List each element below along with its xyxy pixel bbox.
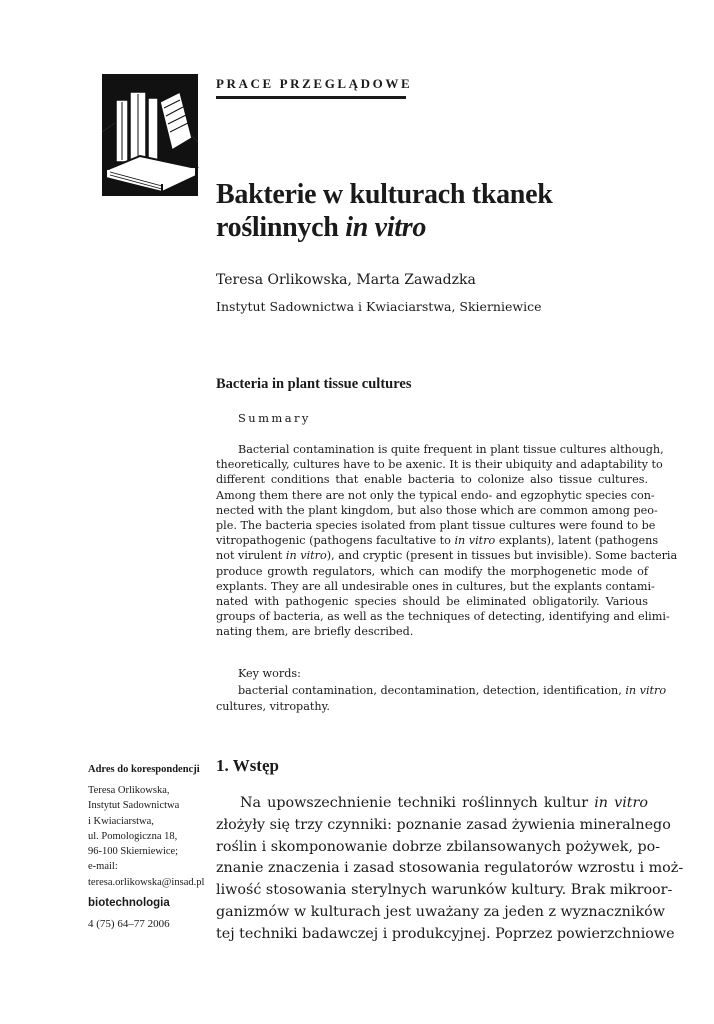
authors: Teresa Orlikowska, Marta Zawadzka xyxy=(216,272,476,288)
text-run: liwość stosowania sterylnych warunków kultury. Brak mikroor- xyxy=(216,882,673,899)
text-line xyxy=(216,624,648,639)
title-line-2-text: roślinnych xyxy=(216,212,339,243)
keywords-line-2: cultures, vitropathy. xyxy=(216,699,330,713)
english-title: Bacteria in plant tissue cultures xyxy=(216,376,412,392)
text-run: ganizmów w kulturach jest uważany za jeden z wyznaczników xyxy=(216,903,665,920)
journal-name: biotechnologia xyxy=(88,897,170,909)
books-icon xyxy=(100,72,200,198)
text-run: Among them there are not only the typical endo- and egzophytic species con- xyxy=(216,488,655,502)
text-line xyxy=(216,594,648,609)
keywords-label: Key words: xyxy=(238,667,301,680)
text-run: groups of bacteria, as well as the techniques of detecting, identifying and elimi- xyxy=(216,610,670,624)
journal-issue: 4 (75) 64–77 2006 xyxy=(88,918,170,930)
text-line xyxy=(216,457,663,472)
text-run: nected with the plant kingdom, but also those which are common among peo- xyxy=(216,503,658,517)
text-run: złożyły się trzy czynniki: poznanie zasad żywienia mineralnego xyxy=(216,816,671,833)
text-line xyxy=(216,442,664,457)
section-heading: 1. Wstęp xyxy=(216,756,279,775)
text-line xyxy=(216,518,656,533)
text-line xyxy=(216,579,655,594)
text-line xyxy=(216,924,675,946)
text-line xyxy=(216,815,671,837)
text-run: nated with pathogenic species should be eliminated obligatorily. Various xyxy=(216,595,648,609)
italic-run: in vitro xyxy=(285,549,327,563)
text-line xyxy=(216,472,648,487)
summary-label: Summary xyxy=(238,411,311,425)
text-run: nating them, are briefly described. xyxy=(216,625,414,639)
address-line: teresa.orlikowska@insad.pl xyxy=(88,876,205,888)
text-run: vitropathogenic (pathogens facultative to xyxy=(216,534,455,548)
title-italic: in vitro xyxy=(345,212,427,243)
abstract xyxy=(216,442,678,640)
title-line-2 xyxy=(216,211,666,244)
text-line xyxy=(216,488,655,503)
keywords-text: bacterial contamination, decontamination, detection, identification, xyxy=(238,684,626,697)
italic-run: in vitro xyxy=(594,795,648,811)
keywords-italic: in vitro xyxy=(625,684,667,697)
address-line: ul. Pomologiczna 18, xyxy=(88,830,178,842)
text-line xyxy=(216,564,648,579)
correspondence-address xyxy=(88,783,204,890)
keywords xyxy=(216,683,667,714)
text-line xyxy=(216,880,673,902)
section-label: PRACE PRZEGLĄDOWE xyxy=(216,76,413,91)
text-run: roślin i skomponowanie dobrze zbilansowanych pożywek, po- xyxy=(216,838,661,855)
text-line xyxy=(216,858,684,880)
text-run: theoretically, cultures have to be axenic. It is their ubiquity and adaptability to xyxy=(216,458,663,472)
text-line xyxy=(216,533,659,548)
text-run: tej techniki badawczej i produkcyjnej. Poprzez powierzchniowe xyxy=(216,925,675,942)
address-line: Teresa Orlikowska, xyxy=(88,785,170,796)
address-line: 96-100 Skierniewice; xyxy=(88,846,179,858)
title-line-1: Bakterie w kulturach tkanek xyxy=(216,179,553,210)
text-line xyxy=(216,503,658,518)
text-run: explants. They are all undesirable ones in cultures, but the explants contami- xyxy=(216,579,655,593)
text-line xyxy=(216,793,648,815)
text-run: ple. The bacteria species isolated from plant tissue cultures were found to be xyxy=(216,519,656,533)
address-line: Instytut Sadownictwa xyxy=(88,800,180,812)
section-rule xyxy=(216,96,406,99)
address-line: e-mail: xyxy=(88,861,118,873)
text-run: Bacterial contamination is quite frequent in plant tissue cultures although, xyxy=(238,443,664,456)
text-run: explants), latent (pathogens xyxy=(495,534,659,548)
text-line xyxy=(216,609,670,624)
text-line xyxy=(216,902,665,924)
text-run: not virulent xyxy=(216,549,286,563)
text-run: ), and cryptic (present in tissues but invisible). Some bacteria xyxy=(326,549,678,563)
italic-run: in vitro xyxy=(454,534,496,548)
text-run: Na upowszechnienie techniki roślinnych kultur xyxy=(240,795,595,811)
text-line xyxy=(216,548,678,563)
text-line xyxy=(216,837,661,859)
correspondence-title: Adres do korespondencji xyxy=(88,764,200,775)
text-run: znanie znaczenia i zasad stosowania regulatorów wzrostu i moż- xyxy=(216,860,684,877)
body-text xyxy=(216,793,684,946)
text-run: produce growth regulators, which can modify the morphogenetic mode of xyxy=(216,564,648,578)
text-run: different conditions that enable bacteria to colonize also tissue cultures. xyxy=(216,473,648,487)
keywords-line-1 xyxy=(216,683,667,699)
affiliation: Instytut Sadownictwa i Kwiaciarstwa, Skierniewice xyxy=(216,299,542,314)
address-line: i Kwiaciarstwa, xyxy=(88,815,154,827)
article-title xyxy=(216,178,666,244)
